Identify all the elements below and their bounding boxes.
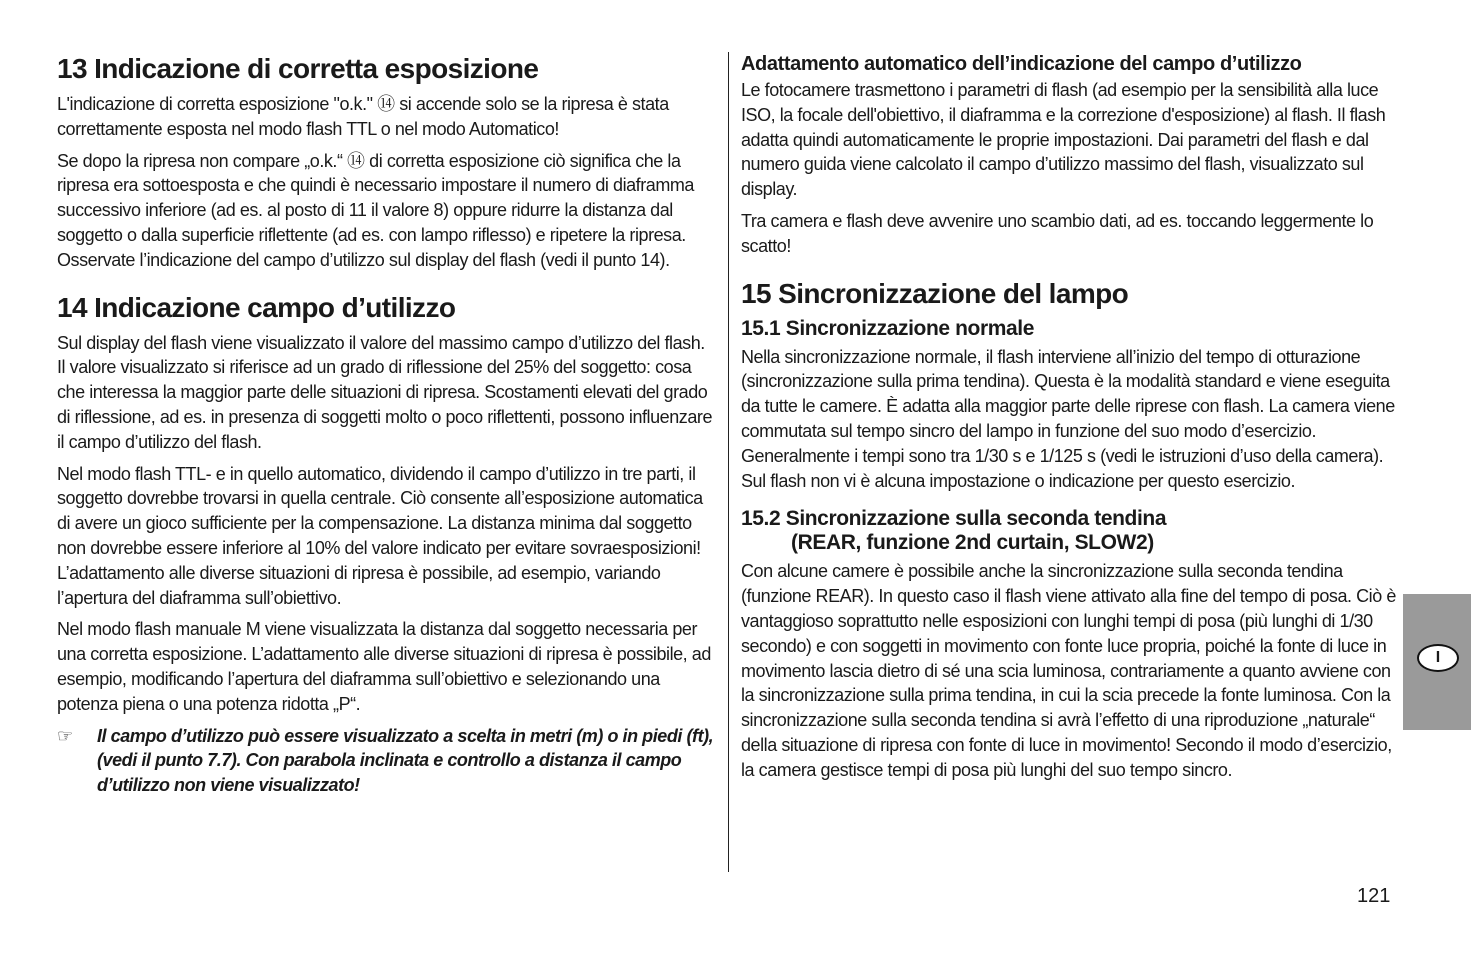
section-14-note bbox=[57, 724, 715, 798]
left-column bbox=[57, 52, 715, 798]
section-13-title: 13 Indicazione di corretta esposizione bbox=[57, 53, 539, 84]
section-14-paragraph-3: Nel modo flash manuale M viene visualizzata la distanza dal soggetto necessaria per una corretta esposizione. L’adattamento alle diverse situazioni di ripresa è possibile, ad esempio, modificando l’apertura del diaframma sull’obiettivo e selezionando una potenza piena o una potenza ridotta „P“. bbox=[57, 619, 711, 714]
section-15-2-paragraph: Con alcune camere è possibile anche la sincronizzazione sulla seconda tendina (funzione REAR). In questo caso il flash viene attivato alla fine del tempo di posa. Ciò è vantaggioso soprattutto nelle esposizioni con lunghi tempi di posa (più lunghi di 1/30 secondo) e con soggetti in movimento con fonte luce propria, poiché la fonte di luce in movimento lascia dietro di sé una scia luminosa, contrariamente a quanto avviene con la sincronizzazione sulla prima tendina, in cui la scia precede la fonte luminosa. Con la sincronizzazione sulla seconda tendina si avrà l’effetto di una riproduzione „naturale“ della situazione di ripresa con fonte di luce in movimento! Secondo il modo d’esercizio, la camera gestisce tempi di posa più lunghi del suo tempo sincro. bbox=[741, 561, 1396, 780]
language-tab bbox=[1403, 594, 1471, 730]
section-13-paragraph-2: Se dopo la ripresa non compare „o.k.“ ⑭ di corretta esposizione ciò significa che la ripresa era sottoesposta e che quindi è necessario impostare il numero di diaframma successivo inferiore (ad es. al posto di 11 il valore 8) oppure ridurre la distanza dal soggetto o dalla superficie riflettente (ad es. con lampo riflesso) e ripetere la ripresa. Osservate l’indicazione del campo d’utilizzo sul display del flash (vedi il punto 14). bbox=[57, 150, 694, 270]
section-15-2-title-line-2: (REAR, funzione 2nd curtain, SLOW2) bbox=[791, 531, 1154, 555]
section-14-paragraph-2: Nel modo flash TTL- e in quello automatico, dividendo il campo d’utilizzo in tre parti, il soggetto dovrebbe trovarsi in quella centrale. Ciò consente all’esposizione automatica di avere un gioco sufficiente per la compensazione. La distanza minima dal soggetto non dovrebbe essere inferiore al 10% del valore indicato per evitare sovraesposizioni! L’adattamento alle diverse situazioni di ripresa è possibile, ad esempio, variando l’apertura del diaframma sull’obiettivo. bbox=[57, 463, 703, 608]
section-14-paragraph-1: Sul display del flash viene visualizzato il valore del massimo campo d’utilizzo del flash. Il valore visualizzato si riferisce ad un grado di riflessione del 25% del soggetto: cosa che interessa la maggior parte delle situazioni di ripresa. Scostamenti elevati del grado di riflessione, ad es. in presenza di soggetti molto o poco riflettenti, possono influenzare il campo d’utilizzo del flash. bbox=[57, 332, 713, 452]
auto-adapt-paragraph-2: Tra camera e flash deve avvenire uno scambio dati, ad es. toccando leggermente lo scatto! bbox=[741, 210, 1374, 256]
section-13-paragraph-1: L'indicazione di corretta esposizione "o.k." ⑭ si accende solo se la ripresa è stata correttamente esposta nel modo flash TTL o nel modo Automatico! bbox=[57, 94, 669, 139]
pointing-hand-icon: ☞ bbox=[57, 725, 73, 746]
right-column bbox=[741, 52, 1399, 790]
page-number: 121 bbox=[1357, 885, 1391, 907]
section-15-title: 15 Sincronizzazione del lampo bbox=[741, 277, 1129, 309]
column-divider bbox=[728, 52, 729, 872]
section-14-note-text: Il campo d’utilizzo può essere visualizzato a scelta in metri (m) o in piedi (ft), (vedi il punto 7.7). Con parabola inclinata e controllo a distanza il campo d’utilizzo non viene visualizzato! bbox=[97, 725, 714, 796]
section-15-1-title: 15.1 Sincronizzazione normale bbox=[741, 316, 1034, 340]
auto-adapt-paragraph-1: Le fotocamere trasmettono i parametri di flash (ad esempio per la sensibilità alla luce ISO, la focale dell'obiettivo, il diaframma e la correzione d'esposizione) al flash. Il flash adatta quindi automaticamente le proprie impostazioni. Dai parametri del flash e dal numero guida viene calcolato il campo d’utilizzo massimo del flash, visualizzato sul display. bbox=[741, 80, 1386, 200]
section-15-1-paragraph: Nella sincronizzazione normale, il flash interviene all’inizio del tempo di otturazione (sincronizzazione sulla prima tendina). Questa è la modalità standard e viene eseguita da tutte le camere. È adatta alla maggior parte delle riprese con flash. La camera viene commutata sul tempo sincro del lampo in funzione del suo modo d’esercizio. Generalmente i tempi sono tra 1/30 s e 1/125 s (vedi le istruzioni d’uso della camera). Sul flash non vi è alcuna impostazione o indicazione per questo esercizio. bbox=[741, 346, 1395, 491]
language-tab-label: I bbox=[1417, 644, 1459, 672]
auto-adapt-title: Adattamento automatico dell’indicazione del campo d’utilizzo bbox=[741, 53, 1302, 75]
section-14-title: 14 Indicazione campo d’utilizzo bbox=[57, 291, 456, 323]
section-15-2-title-line-1: 15.2 Sincronizzazione sulla seconda tendina bbox=[741, 507, 1167, 531]
section-15-2-title bbox=[741, 507, 1399, 555]
